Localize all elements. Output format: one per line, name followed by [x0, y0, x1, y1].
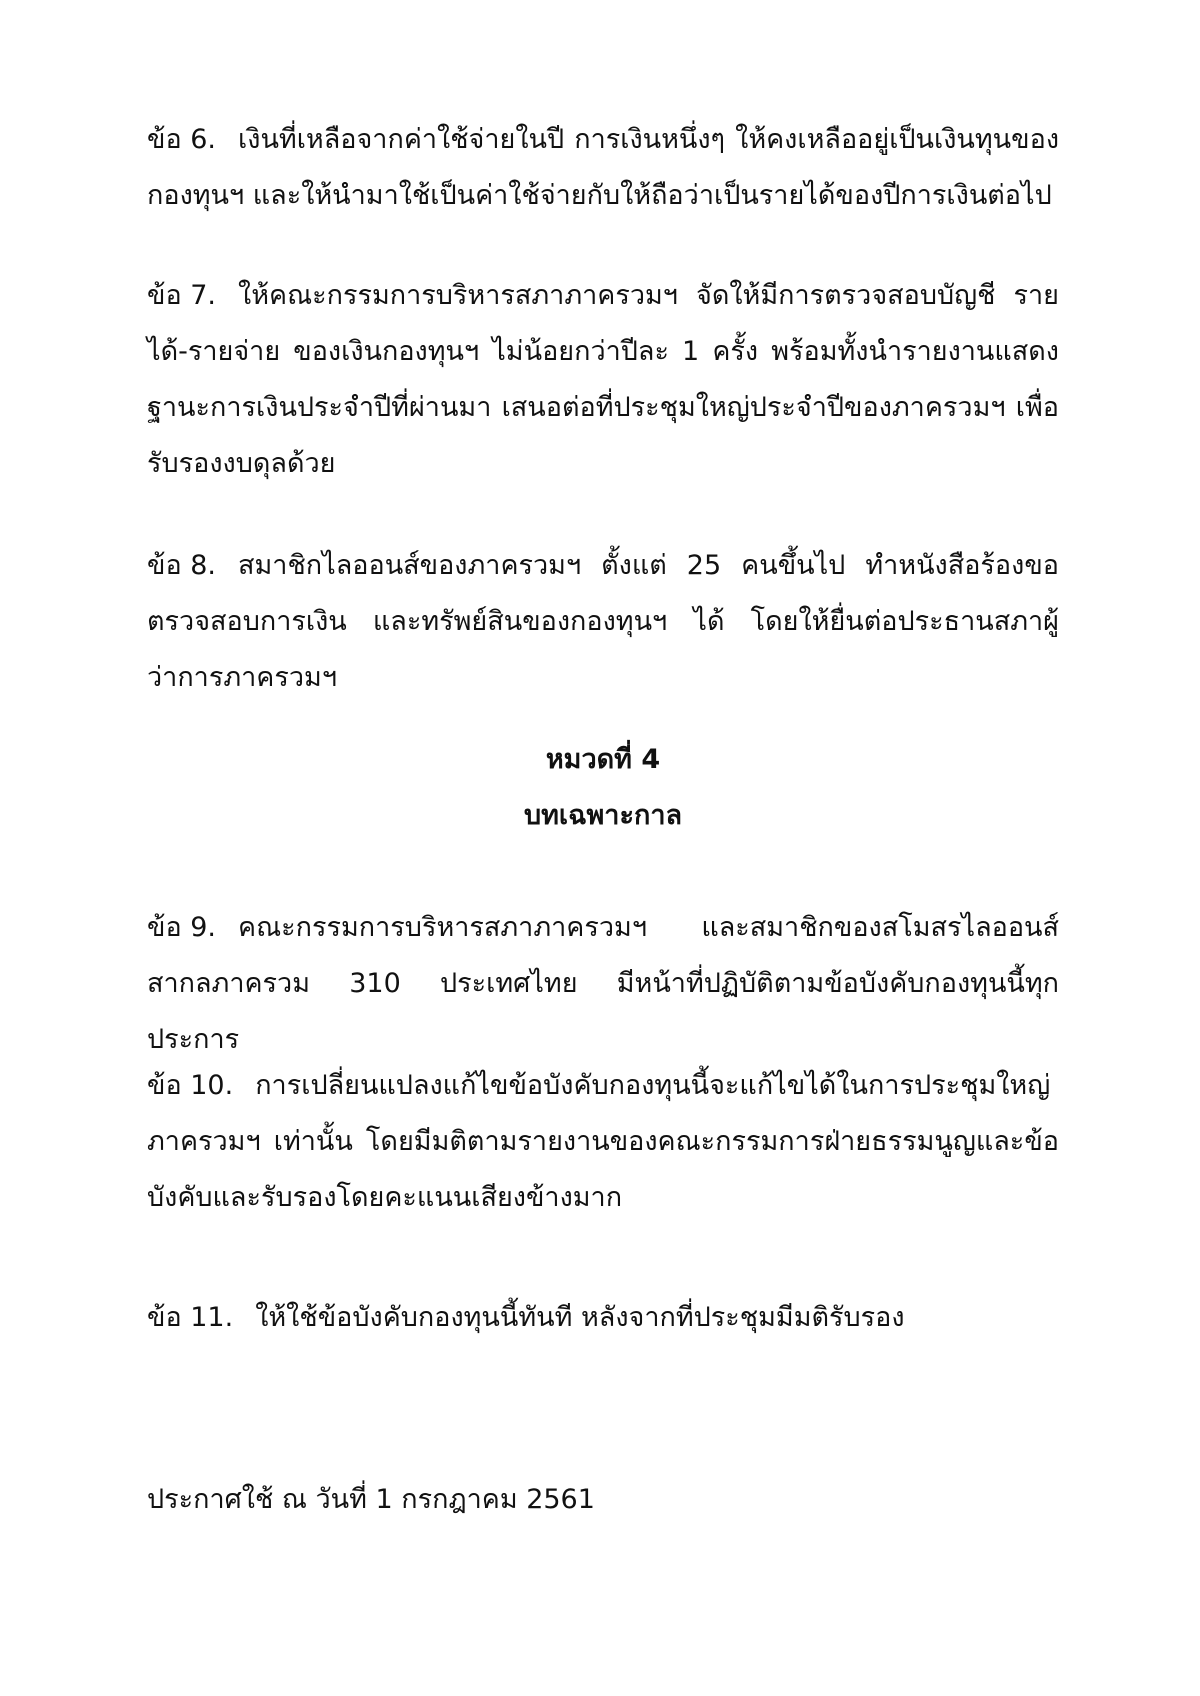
- clause-number: ข้อ 9.: [147, 912, 217, 943]
- clause-7: [147, 268, 1059, 492]
- clause-text: การเปลี่ยนแปลงแก้ไขข้อบังคับกองทุนนี้จะแก้ไขได้ในการประชุมใหญ่ภาครวมฯ เท่านั้น โดยมีมติตามรายงานของคณะกรรมการฝ่ายธรรมนูญและข้อบังคับและรับรองโดยคะแนนเสียงข้างมาก: [147, 1070, 1059, 1213]
- clause-number: ข้อ 11.: [147, 1302, 234, 1333]
- clause-number: ข้อ 8.: [147, 550, 217, 581]
- clause-number: ข้อ 7.: [147, 280, 217, 311]
- clause-text: เงินที่เหลือจากค่าใช้จ่ายในปี การเงินหนึ่งๆ ให้คงเหลืออยู่เป็นเงินทุนของกองทุนฯ และให้นำมาใช้เป็นค่าใช้จ่ายกับให้ถือว่าเป็นรายได้ของปีการเงินต่อไป: [147, 124, 1059, 211]
- clause-text: คณะกรรมการบริหารสภาภาครวมฯ และสมาชิกของสโมสรไลออนส์สากลภาครวม 310 ประเทศไทย มีหน้าที่ปฏิบัติตามข้อบังคับกองทุนนี้ทุกประการ: [147, 912, 1059, 1055]
- clause-10: [147, 1058, 1059, 1226]
- clause-text: ให้ใช้ข้อบังคับกองทุนนี้ทันที หลังจากที่ประชุมมีมติรับรอง: [255, 1302, 905, 1333]
- clause-number: ข้อ 6.: [147, 124, 217, 155]
- document-page: [147, 0, 1059, 1696]
- clause-text: ให้คณะกรรมการบริหารสภาภาครวมฯ จัดให้มีการตรวจสอบบัญชี รายได้-รายจ่าย ของเงินกองทุนฯ ไม่น้อยกว่าปีละ 1 ครั้ง พร้อมทั้งนำรายงานแสดงฐานะการเงินประจำปีที่ผ่านมา เสนอต่อที่ประชุมใหญ่ประจำปีของภาครวมฯ เพื่อรับรองงบดุลด้วย: [147, 280, 1059, 479]
- clause-9: [147, 900, 1059, 1068]
- clause-6: [147, 112, 1059, 224]
- clause-11: [147, 1290, 1059, 1346]
- promulgation-date: ประกาศใช้ ณ วันที่ 1 กรกฎาคม 2561: [147, 1484, 595, 1515]
- section-title: หมวดที่ 4: [545, 744, 661, 775]
- clause-8: [147, 538, 1059, 706]
- clause-text: สมาชิกไลออนส์ของภาครวมฯ ตั้งแต่ 25 คนขึ้นไป ทำหนังสือร้องขอตรวจสอบการเงิน และทรัพย์สินของกองทุนฯ ได้ โดยให้ยื่นต่อประธานสภาผู้ว่าการภาครวมฯ: [147, 550, 1059, 693]
- clause-number: ข้อ 10.: [147, 1070, 234, 1101]
- section-subtitle: บทเฉพาะกาล: [523, 800, 683, 831]
